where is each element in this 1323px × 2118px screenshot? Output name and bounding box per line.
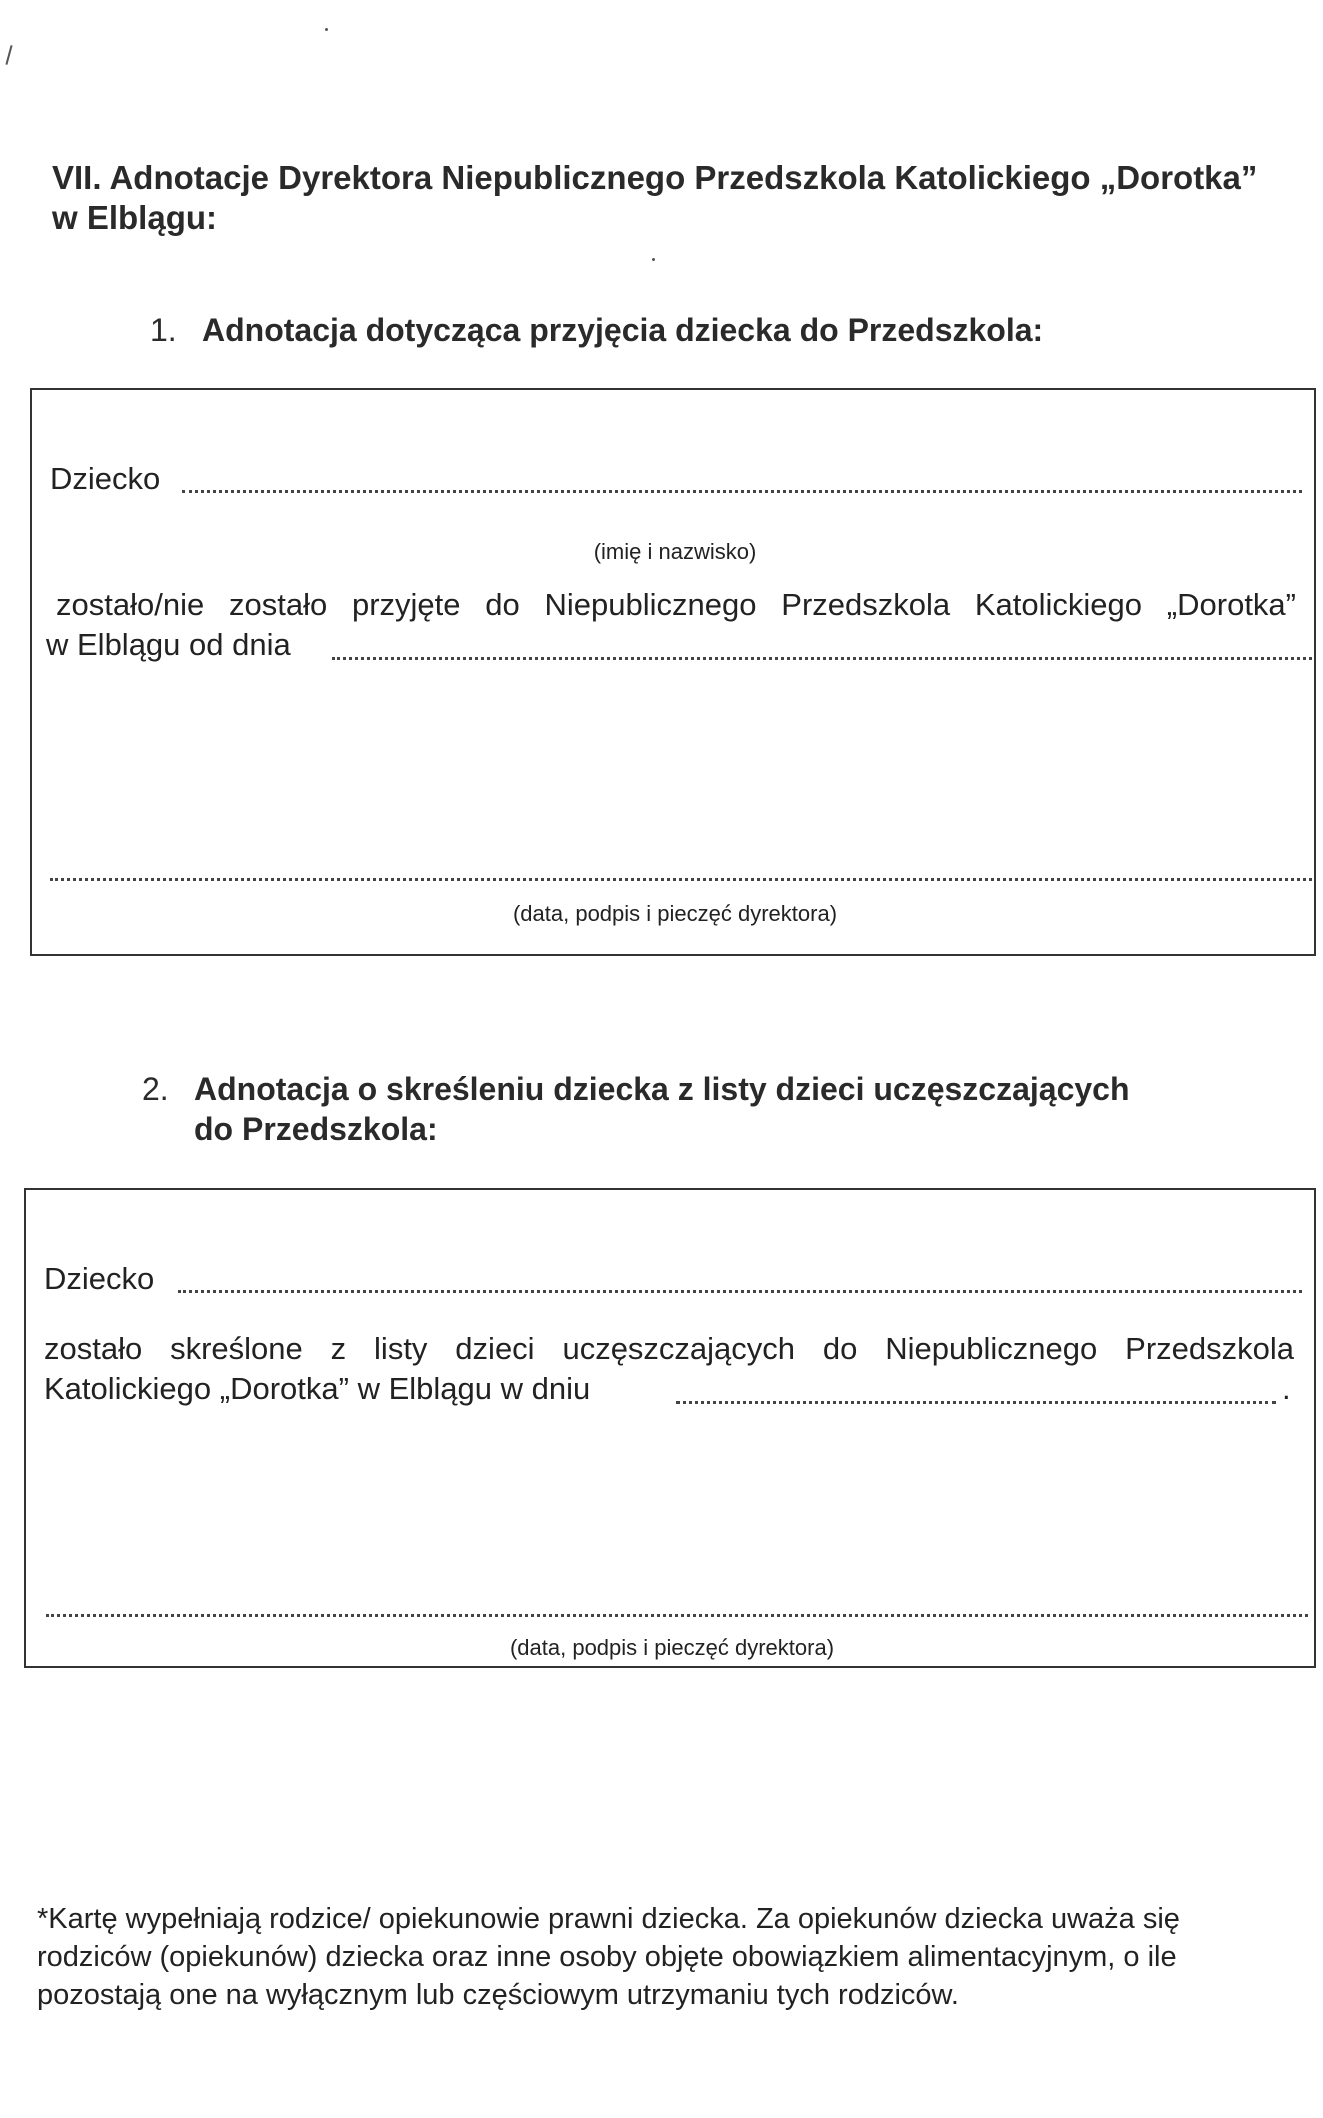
section2-number: 2. <box>142 1071 169 1107</box>
section1-title <box>150 310 1043 350</box>
section1-number: 1. <box>150 312 177 348</box>
child-label: Dziecko <box>50 461 161 496</box>
section2-title-line-2: do Przedszkola: <box>194 1111 438 1147</box>
admission-annotation-box <box>30 388 1316 956</box>
section-heading <box>52 158 1272 238</box>
footnote: *Kartę wypełniają rodzice/ opiekunowie prawni dziecka. Za opiekunów dziecka uważa się rodziców (opiekunów) dziecka oraz inne osoby objęte obowiązkiem alimentacyjnym, o ile pozostają one na wyłącznym lub częściowym utrzymaniu tych rodziców. <box>37 1903 1180 2011</box>
section1-title-text: Adnotacja dotycząca przyjęcia dziecka do Przedszkola: <box>202 312 1044 348</box>
scan-speck <box>325 28 328 31</box>
removal-annotation-box <box>24 1188 1316 1668</box>
trailing-dot: . <box>1282 1371 1291 1406</box>
signature-field-2[interactable] <box>46 1614 1308 1617</box>
child-label-2: Dziecko <box>44 1261 155 1296</box>
removed-text-line-1: zostało skreślone z listy dzieci uczęszczających do Niepublicznego Przedszkola <box>44 1331 1294 1366</box>
scan-speck <box>5 45 12 65</box>
section2-title <box>142 1069 1130 1149</box>
signature-caption: (data, podpis i pieczęć dyrektora) <box>512 901 838 926</box>
section2-title-line-1: Adnotacja o skreśleniu dziecka z listy dzieci uczęszczających <box>194 1071 1130 1107</box>
scan-speck <box>652 258 655 261</box>
removed-text-line-2: Katolickiego „Dorotka” w Elblągu w dniu <box>44 1371 591 1406</box>
admission-date-field[interactable] <box>332 657 1312 660</box>
admitted-text-line-1: zostało/nie zostało przyjęte do Niepublicznego Przedszkola Katolickiego „Dorotka” <box>56 587 1296 622</box>
removal-date-field[interactable] <box>676 1401 1276 1404</box>
child-name-field-2[interactable] <box>178 1290 1302 1293</box>
heading-line-2: w Elblągu: <box>52 199 217 236</box>
signature-caption-2: (data, podpis i pieczęć dyrektora) <box>509 1635 835 1660</box>
signature-field[interactable] <box>50 878 1312 881</box>
heading-line-1: VII. Adnotacje Dyrektora Niepublicznego Przedszkola Katolickiego „Dorotka” <box>52 159 1258 196</box>
child-name-field[interactable] <box>182 490 1302 493</box>
name-caption: (imię i nazwisko) <box>593 539 757 564</box>
admitted-text-line-2: w Elblągu od dnia <box>46 627 291 662</box>
